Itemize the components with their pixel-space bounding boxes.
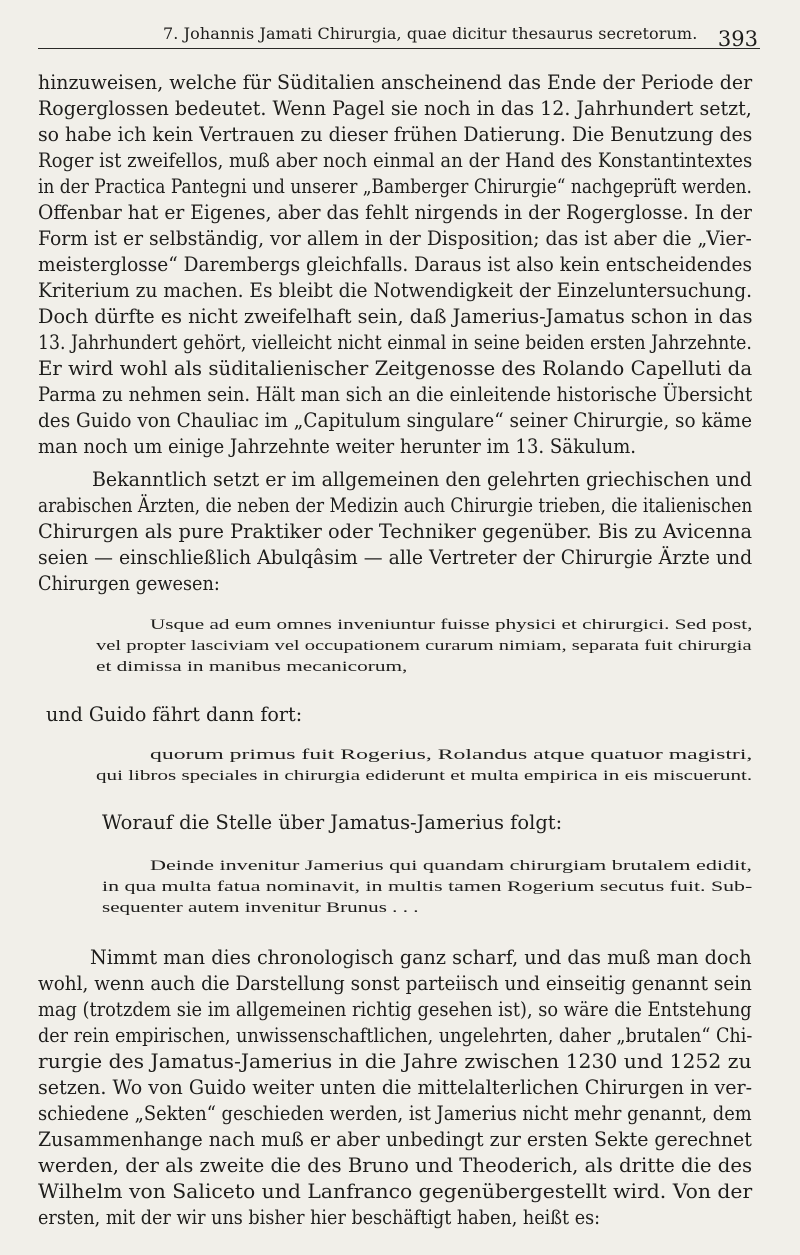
text-line: Nimmt man dies chronologisch ganz scharf, und das muß man doch — [90, 945, 752, 969]
quote-line: Deinde invenitur Jamerius qui quandam chirurgiam brutalem edidit, — [150, 858, 752, 874]
text-line: Roger ist zweifellos, muß aber noch einmal an der Hand des Konstantintextes — [38, 148, 753, 172]
text-line: in der Practica Pantegni und unserer „Bamberger Chirurgie“ nachgeprüft werden. — [38, 174, 752, 198]
text-line: Parma zu nehmen sein. Hält man sich an die einleitende historische Übersicht — [38, 382, 753, 406]
quote-line: quorum primus fuit Rogerius, Rolandus atque quatuor magistri, — [150, 747, 753, 763]
text-line: man noch um einige Jahrzehnte weiter herunter im 13. Säkulum. — [38, 434, 637, 458]
text-line: arabischen Ärzten, die neben der Medizin auch Chirurgie trieben, die italienischen — [38, 493, 753, 517]
text-line: seien — einschließlich Abulqâsim — alle Vertreter der Chirurgie Ärzte und — [38, 545, 753, 569]
text-line: Bekanntlich setzt er im allgemeinen den gelehrten griechischen und — [92, 467, 753, 491]
text-line: Rogerglossen bedeutet. Wenn Pagel sie noch in das 12. Jahrhundert setzt, — [38, 96, 752, 120]
text-line: schiedene „Sekten“ geschieden werden, ist Jamerius nicht mehr genannt, dem — [38, 1101, 752, 1125]
text-line: mag (trotzdem sie im allgemeinen richtig gesehen ist), so wäre die Entstehung — [38, 997, 752, 1021]
quote-line: vel propter lasciviam vel occupationem curarum nimiam, separata fuit chirurgia — [96, 638, 752, 654]
text-line: Doch dürfte es nicht zweifelhaft sein, daß Jamerius-Jamatus schon in das — [38, 304, 753, 328]
text-line: ersten, mit der wir uns bisher hier beschäftigt haben, heißt es: — [38, 1205, 601, 1229]
text-line: Chirurgen als pure Praktiker oder Techniker gegenüber. Bis zu Avicenna — [38, 519, 752, 543]
text-line: hinzuweisen, welche für Süditalien anscheinend das Ende der Periode der — [38, 70, 753, 94]
text-line: und Guido fährt dann fort: — [46, 702, 303, 726]
text-line: wohl, wenn auch die Darstellung sonst parteiisch und einseitig genannt sein — [38, 971, 752, 995]
header-title: 7. Johannis Jamati Chirurgia, quae dicitur thesaurus secretorum. — [163, 24, 698, 43]
text-line: Wilhelm von Saliceto und Lanfranco gegenübergestellt wird. Von der — [38, 1179, 753, 1203]
text-line: Chirurgen gewesen: — [38, 571, 220, 595]
text-line: 13. Jahrhundert gehört, vielleicht nicht einmal in seine beiden ersten Jahrzehnte. — [38, 330, 752, 354]
text-line: meisterglosse“ Darembergs gleichfalls. Daraus ist also kein entscheidendes — [38, 252, 752, 276]
text-line: so habe ich kein Vertrauen zu dieser frühen Datierung. Die Benutzung des — [38, 122, 753, 146]
text-line: Er wird wohl als süditalienischer Zeitgenosse des Rolando Capelluti da — [38, 356, 753, 380]
text-line: rurgie des Jamatus-Jamerius in die Jahre zwischen 1230 und 1252 zu — [38, 1049, 752, 1073]
quote-line: in qua multa fatua nominavit, in multis tamen Rogerium secutus fuit. Sub- — [102, 879, 753, 895]
text-line: Form ist er selbständig, vor allem in der Disposition; das ist aber die „Vier- — [38, 226, 752, 250]
text-line: der rein empirischen, unwissenschaftlichen, ungelehrten, daher „brutalen“ Chi- — [38, 1023, 753, 1047]
page-number: 393 — [717, 27, 758, 51]
text-line: Worauf die Stelle über Jamatus-Jamerius folgt: — [102, 810, 563, 834]
quote-line: et dimissa in manibus mecanicorum, — [96, 659, 408, 675]
running-header — [38, 16, 760, 49]
quote-line: qui libros speciales in chirurgia ediderunt et multa empirica in eis miscuerunt. — [96, 768, 753, 784]
quote-line: sequenter autem invenitur Brunus . . . — [102, 900, 419, 916]
quote-line: Usque ad eum omnes inveniuntur fuisse physici et chirurgici. Sed post, — [150, 617, 753, 633]
text-line: setzen. Wo von Guido weiter unten die mittelalterlichen Chirurgen in ver- — [38, 1075, 753, 1099]
text-line: Offenbar hat er Eigenes, aber das fehlt nirgends in der Rogerglosse. In der — [38, 200, 752, 224]
text-line: werden, der als zweite die des Bruno und Theoderich, als dritte die des — [38, 1153, 753, 1177]
text-line: des Guido von Chauliac im „Capitulum singulare“ seiner Chirurgie, so käme — [38, 408, 753, 432]
text-line: Zusammenhange nach muß er aber unbedingt zur ersten Sekte gerechnet — [38, 1127, 752, 1151]
text-line: Kriterium zu machen. Es bleibt die Notwendigkeit der Einzeluntersuchung. — [38, 278, 753, 302]
